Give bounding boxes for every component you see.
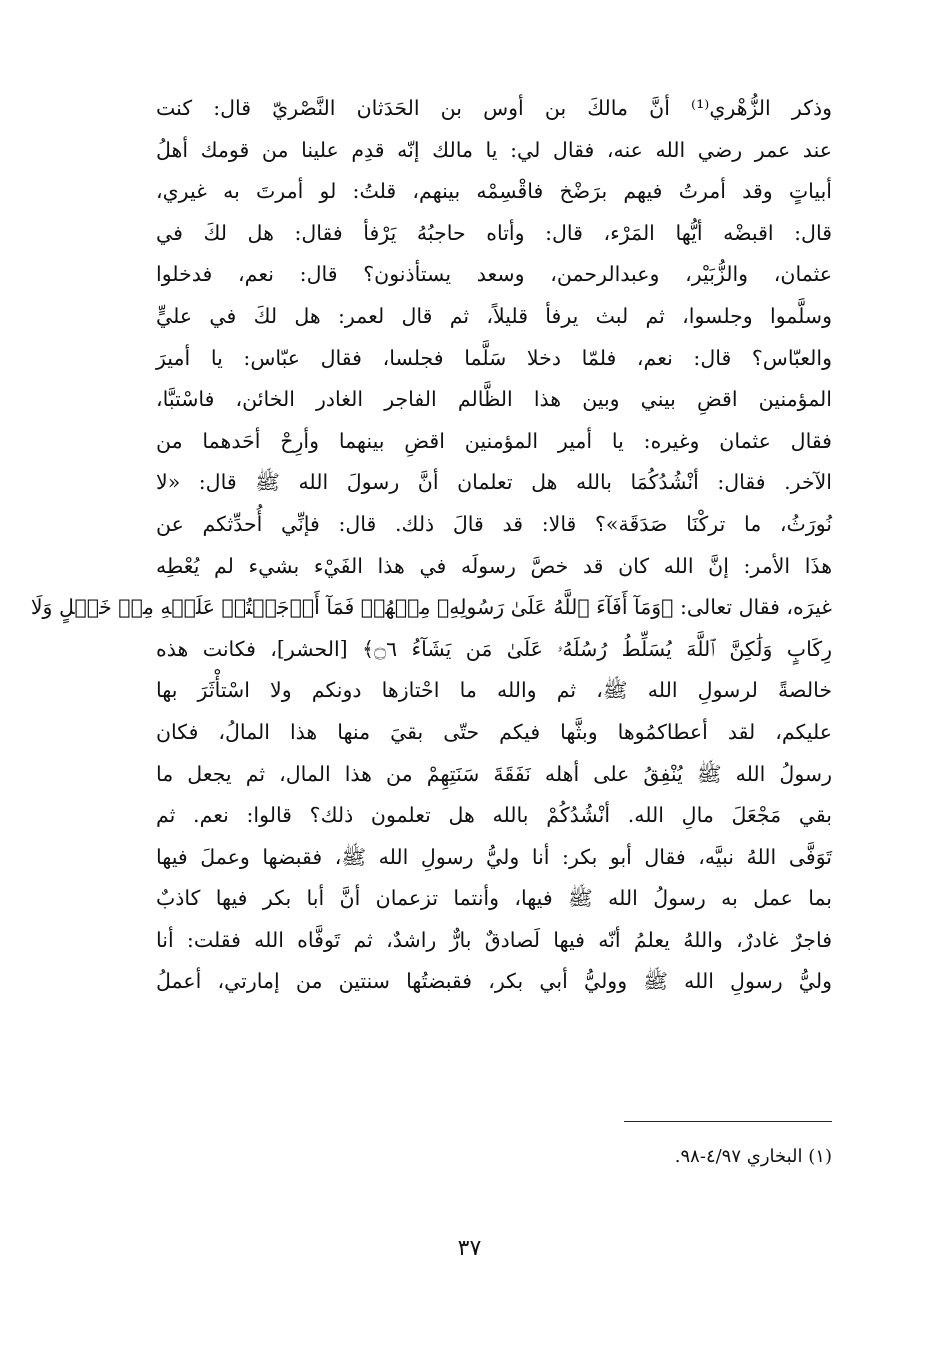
text-line: عليكم، لقد أعطاكمُوها وبثَّها فيكم حتّى بقيَ منها هذا المالُ، فكان: [156, 719, 832, 744]
footnote: (١) البخاري ٤/٩٧-٩٨.: [674, 1146, 832, 1167]
text-line: والعبّاس؟ قال: نعم، فلمّا دخلا سَلَّما فجلسا، فقال عبّاس: يا أميرَ: [156, 345, 832, 370]
text-line: فاجرٌ غادرٌ، واللهُ يعلمُ أنّه فيها لَصادقٌ بارٌّ راشدٌ، ثم تَوفَّاه الله فقلت: أنا: [156, 927, 832, 952]
text-line: هذَا الأمر: إنَّ الله كان قد خصَّ رسولَه في هذا الفَيْء بشيء لم يُعْطِه: [156, 553, 832, 578]
text-line: عند عمر رضي الله عنه، فقال لي: يا مالك إنّه قدِم علينا من قومك أهلُ: [156, 137, 832, 162]
text-line: رسولُ الله ﷺ يُنْفِقُ على أهله نَفَقَةَ سَنَتِهِمْ من هذا المال، ثم يجعل ما: [156, 761, 832, 786]
page-number: ٣٧: [457, 1236, 482, 1261]
text-line: الآخر. فقال: أنْشُدُكُمَا بالله هل تعلمان أنَّ رسولَ الله ﷺ قال: «لا: [156, 470, 832, 495]
text-line: غيرَه، فقال تعالى: ﴿وَمَآ أَفَآءَ ٱللَّهُ عَلَىٰ رَسُولِهِۦ مِنۡهُمۡ فَمَآ أَوۡجَفۡتُمۡ عَلَيۡهِ مِنۡ خَيۡلٍ وَلَا: [30, 595, 832, 620]
text-line: بقي مَجْعَلَ مالِ الله. أنْشُدُكُمْ بالله هل تعلمون ذلك؟ قالوا: نعم. ثم: [156, 803, 832, 828]
text-line: خالصةً لرسولِ الله ﷺ، ثم والله ما احْتازها دونكم ولا اسْتأْثَرَ بها: [156, 678, 832, 703]
footnote-separator: [624, 1121, 832, 1122]
text-line: رِكَابٍ وَلَٰكِنَّ ٱللَّهَ يُسَلِّطُ رُسُلَهُۥ عَلَىٰ مَن يَشَآءُ ۝٦﴾ [الحشر]، فكانت هذه: [156, 636, 832, 661]
main-text: [30, 88, 832, 1003]
text-line: المؤمنين اقضِ بيني وبين هذا الظَّالم الفاجر الغادر الخائن، فاسْتبَّا،: [156, 387, 832, 412]
text-line: نُورَثُ، ما تركْنَا صَدَقَة»؟ قالا: قد قالَ ذلك. قال: فإنِّي أُحدِّثكم عن: [156, 511, 832, 536]
text-line: بما عمل به رسولُ الله ﷺ فيها، وأنتما تزعمان أنَّ أبا بكر فيها كاذبٌ: [156, 886, 832, 911]
text-line: وسلَّموا وجلسوا، ثم لبث يرفأ قليلاً، ثم قال لعمر: هل لكَ في عليٍّ: [156, 303, 832, 328]
text-line: قال: اقبضْه أيُّها المَرْء، قال: وأتاه حاجبُهُ يَرْفأ فقال: هل لكَ في: [156, 220, 832, 245]
text-line: وليُّ رسولِ الله ﷺ ووليُّ أبي بكر، فقبضتُها سنتين من إمارتي، أعملُ: [156, 969, 832, 994]
text-line: تَوَفَّى اللهُ نبيَّه، فقال أبو بكر: أنا وليُّ رسولِ الله ﷺ، فقبضها وعملَ فيها: [156, 844, 832, 869]
text-line: عثمان، والزُّبَيْر، وعبدالرحمن، وسعد يستأذنون؟ قال: نعم، فدخلوا: [156, 262, 832, 287]
text-line: أبياتٍ وقد أمرتُ فيهم برَضْخ فاقْسِمْه بينهم، قلتُ: لو أمرتَ به غيري،: [156, 179, 832, 204]
text-line: فقال عثمان وغيره: يا أمير المؤمنين اقضِ بينهما وأرِحْ أحَدهما من: [156, 428, 832, 453]
text-line: وذكر الزُّهْري⁽¹⁾ أنَّ مالكَ بن أوس بن الحَدَثان النَّصْريّ قال: كنت: [156, 96, 832, 120]
